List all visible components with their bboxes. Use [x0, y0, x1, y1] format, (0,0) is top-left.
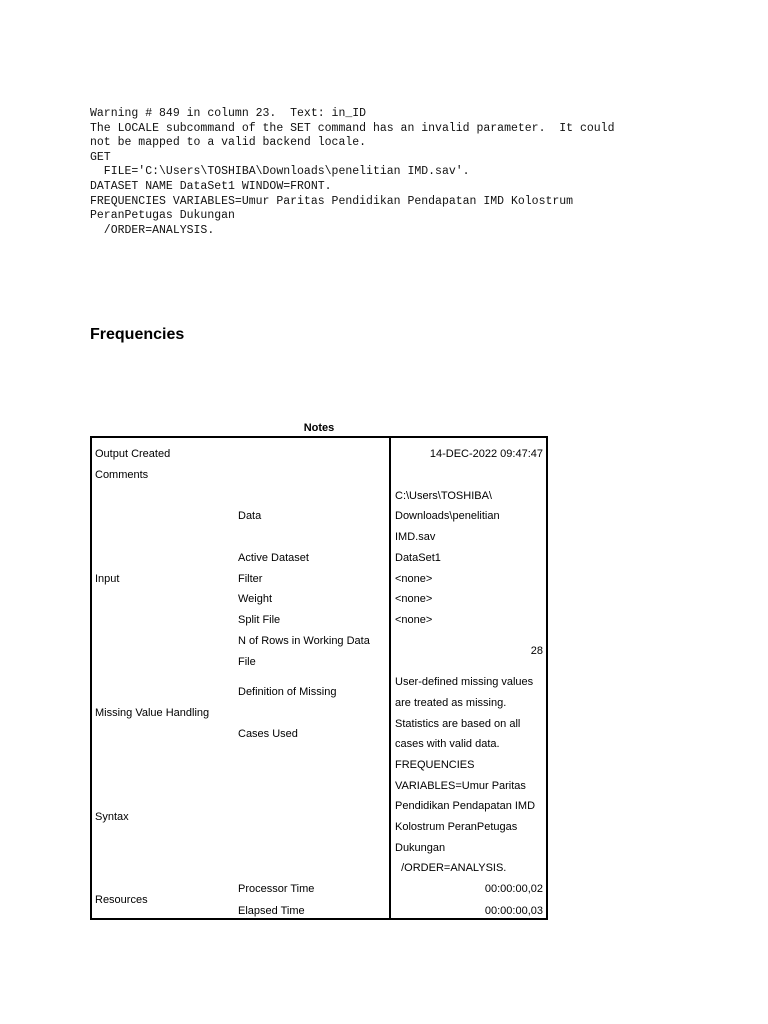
notes-table [90, 436, 548, 920]
data-label: Data [238, 510, 262, 522]
notes-table-caption: Notes [303, 422, 335, 434]
log-line: not be mapped to a valid backend locale. [90, 136, 367, 150]
output-created-value: 14-DEC-2022 09:47:47 [429, 448, 543, 460]
syntax-value-line: Kolostrum PeranPetugas [395, 821, 518, 833]
filter-value: <none> [395, 573, 433, 585]
log-line: The LOCALE subcommand of the SET command has an invalid parameter. It could [90, 121, 615, 135]
cases-value-line: Statistics are based on all [395, 718, 521, 730]
n-rows-label-line: File [238, 656, 256, 668]
weight-value: <none> [395, 593, 433, 605]
definition-value-line: User-defined missing values [395, 676, 534, 688]
definition-label: Definition of Missing [238, 686, 337, 698]
cases-used-label: Cases Used [238, 728, 298, 740]
log-line: FREQUENCIES VARIABLES=Umur Paritas Pendidikan Pendapatan IMD Kolostrum [90, 194, 574, 208]
split-file-label: Split File [238, 614, 281, 626]
processor-time-label: Processor Time [238, 883, 315, 895]
syntax-label: Syntax [95, 811, 129, 823]
input-label: Input [95, 573, 120, 585]
log-line: /ORDER=ANALYSIS. [90, 223, 215, 237]
log-line: DATASET NAME DataSet1 WINDOW=FRONT. [90, 179, 332, 193]
data-value-line: IMD.sav [395, 531, 436, 543]
missing-handling-label: Missing Value Handling [95, 707, 210, 719]
weight-label: Weight [238, 593, 273, 605]
log-line: Warning # 849 in column 23. Text: in_ID [90, 107, 367, 120]
syntax-value-line: Dukungan [395, 842, 446, 854]
log-line: PeranPetugas Dukungan [90, 209, 235, 223]
comments-label: Comments [95, 469, 149, 481]
log-line: FILE='C:\Users\TOSHIBA\Downloads\penelitian IMD.sav'. [90, 165, 470, 179]
syntax-value-line: VARIABLES=Umur Paritas [395, 780, 526, 792]
resources-label: Resources [95, 894, 148, 906]
n-rows-value: 28 [530, 645, 543, 657]
data-value-line: Downloads\penelitian [395, 510, 500, 522]
syntax-value-line: FREQUENCIES [395, 759, 475, 771]
data-value-line: C:\Users\TOSHIBA\ [395, 490, 492, 502]
syntax-value-line: Pendidikan Pendapatan IMD [395, 800, 536, 812]
output-created-label: Output Created [95, 448, 171, 460]
column-divider [389, 438, 391, 918]
definition-value-line: are treated as missing. [395, 697, 507, 709]
filter-label: Filter [238, 573, 263, 585]
elapsed-time-label: Elapsed Time [238, 905, 305, 917]
syntax-log [90, 107, 615, 238]
elapsed-time-value: 00:00:00,03 [484, 905, 543, 917]
processor-time-value: 00:00:00,02 [484, 883, 543, 895]
active-dataset-label: Active Dataset [238, 552, 309, 564]
log-line: GET [90, 150, 111, 164]
cases-value-line: cases with valid data. [395, 738, 500, 750]
active-dataset-value: DataSet1 [395, 552, 441, 564]
syntax-value-line: /ORDER=ANALYSIS. [395, 862, 507, 874]
split-file-value: <none> [395, 614, 433, 626]
section-title: Frequencies [90, 326, 185, 343]
n-rows-label-line: N of Rows in Working Data [238, 635, 370, 647]
